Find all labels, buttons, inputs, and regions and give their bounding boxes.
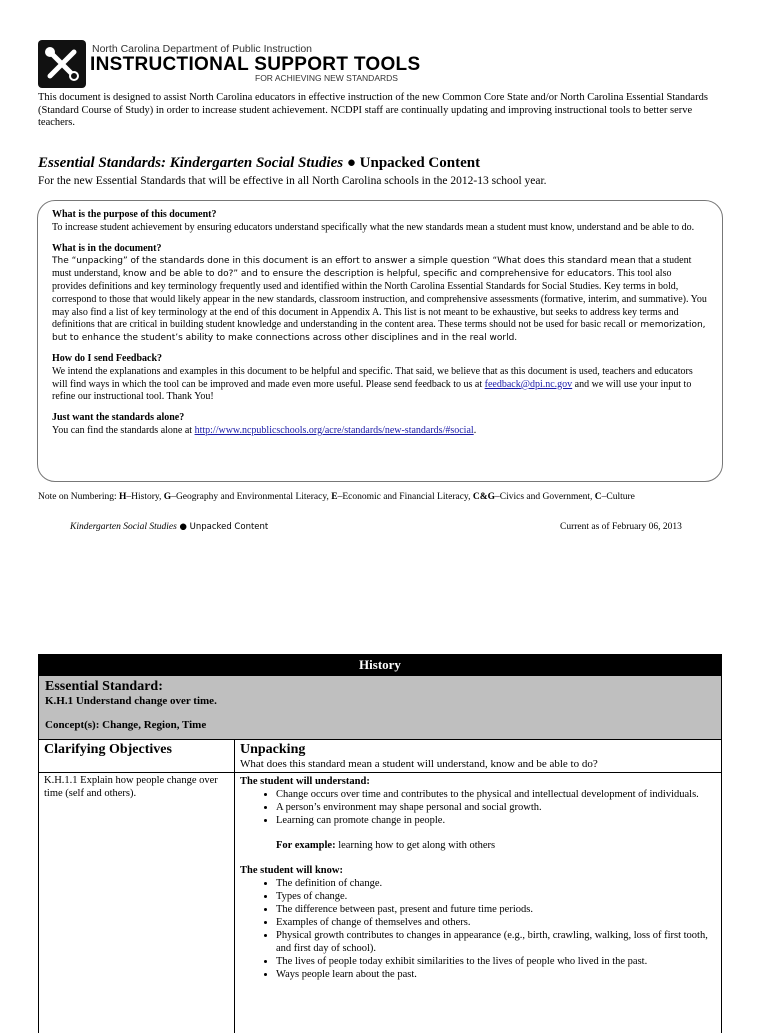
footer-unpacked: ● Unpacked Content (176, 522, 269, 532)
essential-standard-text: K.H.1 Understand change over time. (45, 695, 217, 707)
feedback-email-link[interactable]: feedback@dpi.nc.gov (484, 378, 573, 390)
note-h-text: –History, (126, 492, 164, 502)
question-contents: What is in the document? (52, 242, 162, 254)
page-footer-date: Current as of February 06, 2013 (560, 522, 682, 532)
understand-heading: The student will understand: (240, 776, 370, 787)
list-item: • Physical growth contributes to changes in appearance (e.g., birth, crawling, walking, loss of first tooth, and first day of school). (276, 929, 716, 955)
list-item: • Types of change. (276, 890, 716, 903)
note-cg-text: –Civics and Government, (495, 492, 595, 502)
list-item: • Learning can promote change in people. (276, 814, 716, 827)
table-heading: History (39, 655, 721, 675)
note-cg: C&G (472, 492, 495, 502)
answer-feedback-pre: We intend the explanations and examples in this document to be helpful and specific. That said, we believe that as this document is used, teachers and educators will find ways in which the tool can be improved and made even more useful. Please send feedback to us at (52, 365, 693, 390)
note-c: C (594, 492, 602, 502)
list-item: • Ways people learn about the past. (276, 968, 716, 981)
question-feedback: How do I send Feedback? (52, 352, 163, 364)
answer-contents-part1: The “unpacking” of the standards done in this document is an effort to answer a simple question “What does this standard mean (52, 256, 636, 267)
example-label: For example: (276, 840, 336, 851)
answer-contents-part4: This tool also provides definitions and key terminology frequently used and identified within the North Carolina Essential Standards for Social Studies. Key terms in bold, correspond to those that would likely appear in the new standards, classroom instruction, and comprehensive assessments (formative, interim, and summative). You may also find a list of key terminology at the end of this document in Appendix A. This list is not meant to be exhaustive, but seeks to address key terms and definitions that are critical in building student knowledge and understanding in the content area. These terms should not be used for basic recall (52, 268, 707, 331)
understand-list (240, 788, 716, 827)
question-purpose: What is the purpose of this document? (52, 209, 217, 220)
essential-standard-label: Essential Standard: (45, 679, 163, 694)
note-g-text: –Geography and Environmental Literacy, (171, 492, 332, 502)
intro-paragraph: This document is designed to assist North Carolina educators in effective instruction of the new Common Core State and/or North Carolina Essential Standards (Standard Course of Study) in order to increase student achievement. NCDPI staff are continually updating and improving instructional tools to better serve teachers. (38, 92, 708, 128)
example-line (276, 839, 716, 852)
table-row (39, 772, 721, 1033)
answer-standards-pre: You can find the standards alone at (52, 424, 195, 436)
unpacking-cell (235, 773, 721, 1033)
concepts-text: Concept(s): Change, Region, Time (45, 719, 207, 731)
document-title-italic: Essential Standards: Kindergarten Social Studies (38, 155, 344, 171)
note-e-text: –Economic and Financial Literacy, (337, 492, 473, 502)
standards-url-link[interactable]: http://www.ncpublicschools.org/acre/standards/new-standards/#social (194, 424, 474, 436)
page-footer-left (70, 522, 268, 532)
question-standards: Just want the standards alone? (52, 412, 185, 424)
list-item: • The definition of change. (276, 877, 716, 890)
info-box-content (52, 209, 707, 446)
know-heading: The student will know: (240, 865, 343, 876)
answer-feedback-post: and we will use your input to refine our instructional tool. Thank You! (52, 378, 692, 403)
header-title: INSTRUCTIONAL SUPPORT TOOLS (90, 54, 421, 75)
answer-contents-part5: or memorization, but to enhance the student’s ability to make connections across other disciplines and in the real world. (52, 320, 706, 344)
note-c-text: –Culture (601, 492, 635, 502)
essential-standard-cell (39, 675, 721, 739)
know-list (240, 877, 716, 981)
history-table (38, 654, 722, 1033)
list-item: • Change occurs over time and contributes to the physical and intellectual development of individuals. (276, 788, 716, 801)
answer-contents-part3: know and be able to do?” and to ensure the description is helpful, specific and comprehensive for educators. (122, 269, 615, 280)
col-unpacking: Unpacking (240, 742, 306, 757)
col-unpacking-sub: What does this standard mean a student will understand, know and be able to do? (240, 758, 598, 770)
column-headers-row (39, 739, 721, 772)
numbering-note (38, 492, 635, 502)
document-title (38, 155, 480, 172)
answer-standards-post: . (473, 424, 477, 436)
document-title-bold: ● Unpacked Content (343, 155, 481, 171)
objective-cell: K.H.1.1 Explain how people change over time (self and others). (39, 773, 235, 1033)
example-text: learning how to get along with others (335, 840, 496, 851)
list-item: • A person’s environment may shape personal and social growth. (276, 801, 716, 814)
note-prefix: Note on Numbering: (38, 492, 120, 502)
header-subtitle: FOR ACHIEVING NEW STANDARDS (255, 73, 398, 83)
col-clarifying-objectives: Clarifying Objectives (44, 742, 172, 757)
answer-purpose: To increase student achievement by ensuring educators understand specifically what the new standards mean a student must know, understand and be able to do. (52, 221, 695, 233)
document-subtitle: For the new Essential Standards that will be effective in all North Carolina schools in the 2012-13 school year. (38, 175, 547, 187)
footer-subject: Kindergarten Social Studies (70, 522, 177, 532)
note-h: H (119, 492, 127, 502)
tools-logo-icon (38, 40, 86, 88)
note-g: G (163, 492, 172, 502)
answer-contents-part2: that a student must understand, (52, 255, 692, 280)
note-e: E (331, 492, 338, 502)
list-item: • The difference between past, present and future time periods. (276, 903, 716, 916)
list-item: • The lives of people today exhibit similarities to the lives of people who lived in the past. (276, 955, 716, 968)
list-item: • Examples of change of themselves and others. (276, 916, 716, 929)
header-dept: North Carolina Department of Public Instruction (92, 43, 313, 55)
